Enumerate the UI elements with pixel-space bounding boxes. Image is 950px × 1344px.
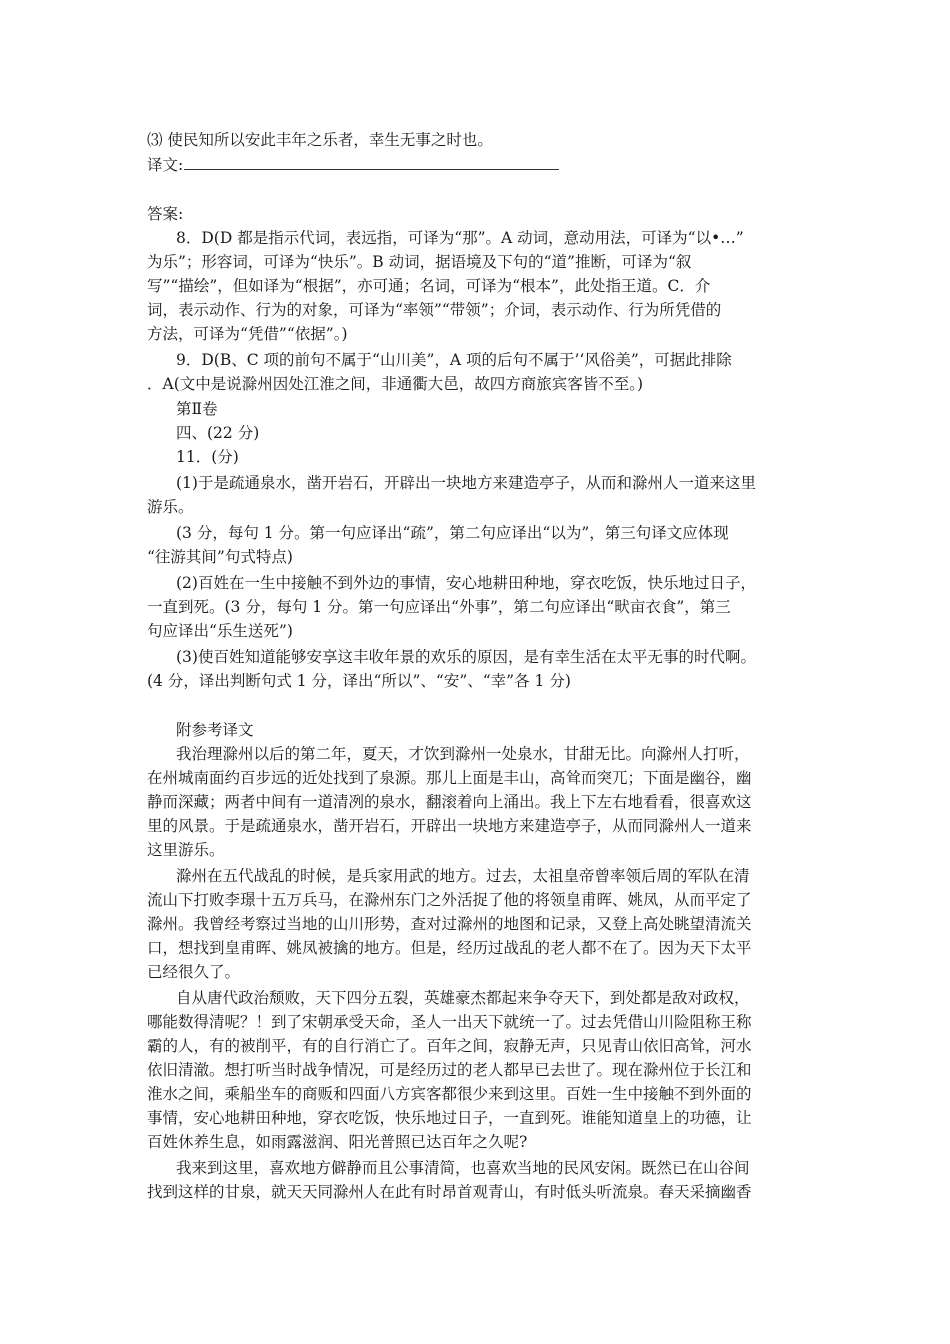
answer-1-note: (3 分，每句 1 分。第一句应译出“疏”，第二句应译出“以为”，第三句译文应体现 xyxy=(176,524,729,542)
reference-p3-line: 哪能数得清呢？！到了宋朝承受天命，圣人一出天下就统一了。过去凭借山川险阻称王称 xyxy=(147,1013,752,1031)
q8-line: 为乐”；形容词，可译为“快乐”。B 动词，据语境及下句的“道”推断，可译为“叙 xyxy=(147,253,692,271)
reference-p3-line: 百姓休养生息，如雨露滋润、阳光普照已达百年之久呢? xyxy=(147,1133,528,1151)
answer-3-line: (3)使百姓知道能够安享这丰收年景的欢乐的原因，是有幸生活在太平无事的时代啊。 xyxy=(176,648,756,666)
q9-line: 9．D(B、C 项的前句不属于“山川美”，A 项的后句不属于’‘风俗美”，可据此排除 xyxy=(176,351,732,369)
reference-p3-line: 霸的人，有的被削平，有的自行消亡了。百年之间，寂静无声，只见青山依旧高耸，河水 xyxy=(147,1037,752,1055)
reference-p4-line: 找到这样的甘泉，就天天同滁州人在此有时昂首观青山，有时低头听流泉。春天采摘幽香 xyxy=(147,1183,752,1201)
translation-line xyxy=(147,153,559,177)
q9-line: ．A(文中是说滁州因处江淮之间，非通衢大邑，故四方商旅宾客皆不至。) xyxy=(147,375,644,393)
reference-p1-line: 在州城南面约百步远的近处找到了泉源。那儿上面是丰山，高耸而突兀；下面是幽谷，幽 xyxy=(147,769,752,787)
answers-heading: 答案: xyxy=(147,205,184,223)
q11-heading: 11．(分) xyxy=(176,448,239,466)
reference-p2-line: 滁州。我曾经考察过当地的山川形势，查对过滁州的地图和记录，又登上高处眺望清流关 xyxy=(147,915,752,933)
reference-p1-line: 静而深藏；两者中间有一道清冽的泉水，翻滚着向上涌出。我上下左右地看看，很喜欢这 xyxy=(147,793,752,811)
reference-p4-line: 我来到这里，喜欢地方僻静而且公事清简，也喜欢当地的民风安闲。既然已在山谷间 xyxy=(176,1159,750,1177)
answer-1-note: “往游其间”句式特点) xyxy=(147,548,293,566)
reference-p1-line: 里的风景。于是疏通泉水，凿开岩石，开辟出一块地方来建造亭子，从而同滁州人一道来 xyxy=(147,817,752,835)
reference-p1-line: 这里游乐。 xyxy=(147,841,225,859)
q8-line: 方法，可译为“凭借”“依据”。) xyxy=(147,325,348,343)
reference-p3-line: 淮水之间，乘船坐车的商贩和四面八方宾客都很少来到这里。百姓一生中接触不到外面的 xyxy=(147,1085,752,1103)
answer-1-line: 游乐。 xyxy=(147,498,194,516)
translation-blank[interactable] xyxy=(184,155,559,170)
reference-p3-line: 自从唐代政治颓败，天下四分五裂，英雄豪杰都起来争夺天下，到处都是敌对政权， xyxy=(176,989,750,1007)
volume-two-heading: 第Ⅱ卷 xyxy=(176,400,218,418)
answer-2-line: 一直到死。(3 分，每句 1 分。第一句应译出“外事”，第二句应译出“畎亩衣食”，第三 xyxy=(147,598,731,616)
reference-p1-line: 我治理滁州以后的第二年，夏天，才饮到滁州一处泉水，甘甜无比。向滁州人打听， xyxy=(176,745,750,763)
reference-p2-line: 已经很久了。 xyxy=(147,963,241,981)
q8-line: 词，表示动作、行为的对象，可译为“率领”“带领”；介词，表示动作、行为所凭借的 xyxy=(147,301,722,319)
q8-line: 8．D(D 都是指示代词，表远指，可译为“那”。A 动词，意动用法，可译为“以•…” xyxy=(176,229,744,247)
reference-heading: 附参考译文 xyxy=(176,721,254,739)
reference-p3-line: 事情，安心地耕田种地，穿衣吃饭，快乐地过日子，一直到死。谁能知道皇上的功德，让 xyxy=(147,1109,752,1127)
section-four-heading: 四、(22 分) xyxy=(176,424,260,442)
answer-2-line: 句应译出“乐生送死”) xyxy=(147,622,293,640)
q8-line: 写”“描绘”，但如译为“根据”，亦可通；名词，可译为“根本”，此处指王道。C．介 xyxy=(147,277,711,295)
q3-sentence: ⑶ 使民知所以安此丰年之乐者，幸生无事之时也。 xyxy=(147,131,493,149)
reference-p2-line: 滁州在五代战乱的时候，是兵家用武的地方。过去，太祖皇帝曾率领后周的军队在清 xyxy=(176,867,750,885)
answer-2-line: (2)百姓在一生中接触不到外边的事情，安心地耕田种地，穿衣吃饭，快乐地过日子， xyxy=(176,574,756,592)
reference-p2-line: 流山下打败李璟十五万兵马，在滁州东门之外活捉了他的将领皇甫晖、姚凤，从而平定了 xyxy=(147,891,752,909)
reference-p2-line: 口，想找到皇甫晖、姚凤被擒的地方。但是，经历过战乱的老人都不在了。因为天下太平 xyxy=(147,939,752,957)
answer-1-line: (1)于是疏通泉水，凿开岩石，开辟出一块地方来建造亭子，从而和滁州人一道来这里 xyxy=(176,474,756,492)
translation-label: 译文: xyxy=(147,156,184,174)
reference-p3-line: 依旧清澈。想打听当时战争情况，可是经历过的老人都早已去世了。现在滁州位于长江和 xyxy=(147,1061,752,1079)
answer-3-line: (4 分，译出判断句式 1 分，译出“所以”、“安”、“幸”各 1 分) xyxy=(147,672,571,690)
